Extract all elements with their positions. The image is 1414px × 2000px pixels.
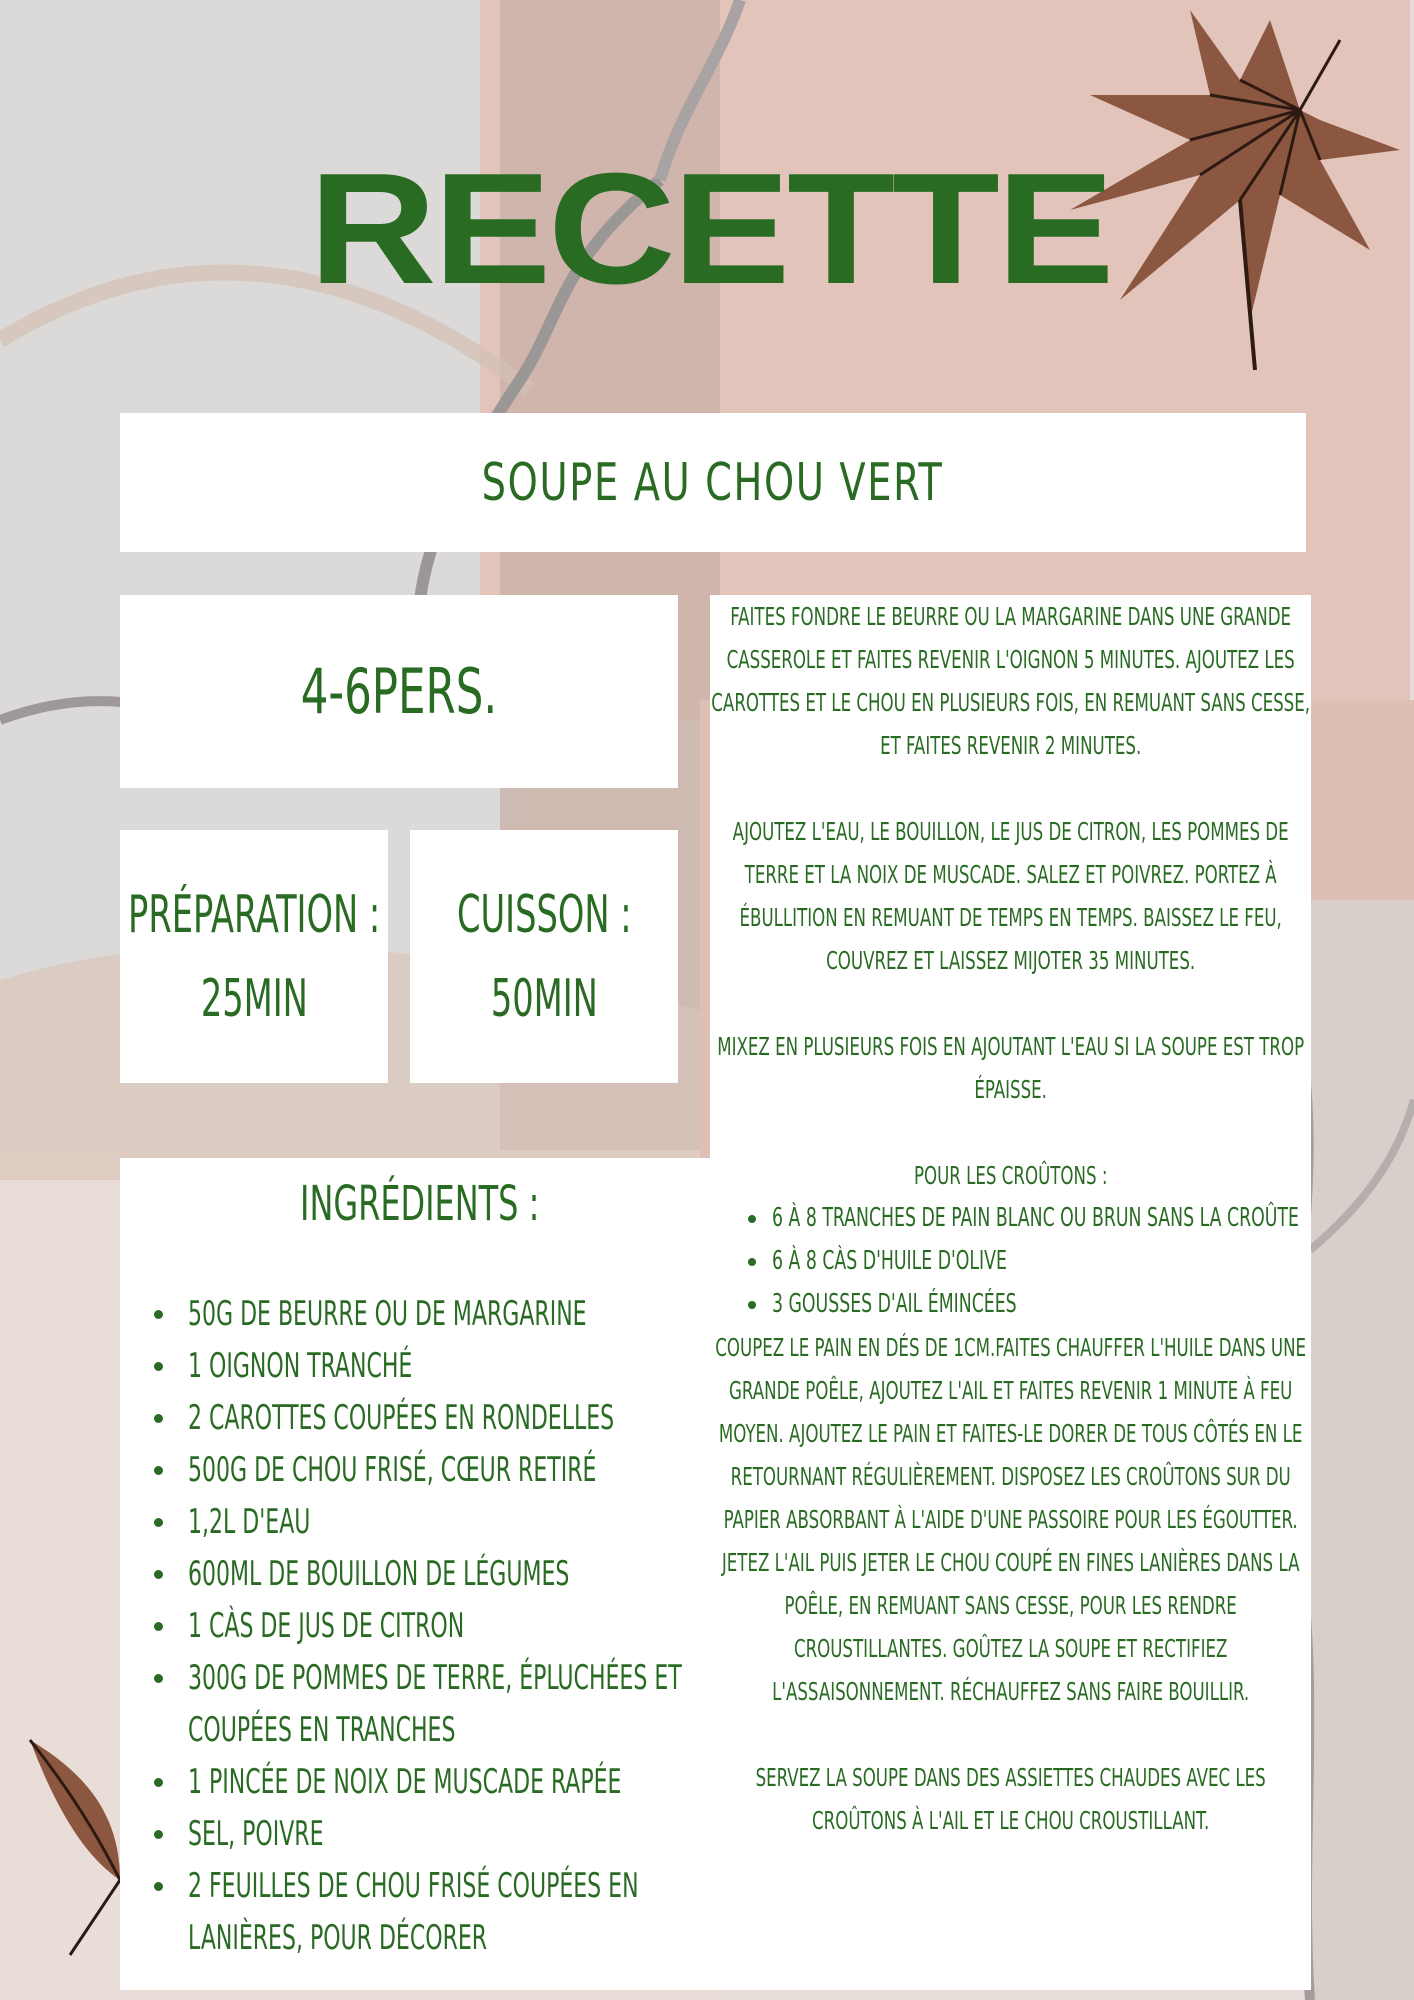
preparation-value: 25MIN bbox=[200, 968, 308, 1029]
list-item: 2 FEUILLES DE CHOU FRISÉ COUPÉES EN LANIÈRES, POUR DÉCORER bbox=[142, 1860, 722, 1964]
preparation-label: PRÉPARATION : bbox=[127, 884, 381, 945]
cooking-card bbox=[410, 830, 678, 1083]
recipe-name-card bbox=[120, 413, 1306, 552]
list-item: 1,2L D'EAU bbox=[142, 1496, 722, 1548]
list-item: 1 PINCÉE DE NOIX DE MUSCADE RAPÉE bbox=[142, 1756, 722, 1808]
instructions-card bbox=[710, 595, 1311, 1990]
croutons-heading: POUR LES CROÛTONS : bbox=[913, 1161, 1108, 1190]
list-item: SEL, POIVRE bbox=[142, 1808, 722, 1860]
ingredients-heading bbox=[120, 1176, 720, 1232]
list-item: 6 À 8 CÀS D'HUILE D'OLIVE bbox=[738, 1240, 1311, 1283]
instruction-paragraph: COUPEZ LE PAIN EN DÉS DE 1CM.FAITES CHAUFFER L'HUILE DANS UNE GRANDE POÊLE, AJOUTEZ L'AIL ET FAITES REVENIR 1 MINUTE À FEU MOYEN. AJOUTEZ LE PAIN ET FAITES-LE DORER DE TOUS CÔTÉS EN LE RETOURNANT RÉGULIÈREMENT. DISPOSEZ LES CROÛTONS SUR DU PAPIER ABSORBANT À L'AIDE D'UNE PASSOIRE POUR LES ÉGOUTTER. JETEZ L'AIL PUIS JETER LE CHOU COUPÉ EN FINES LANIÈRES DANS LA POÊLE, EN REMUANT SANS CESSE, POUR LES RENDRE CROUSTILLANTES. GOÛTEZ LA SOUPE ET RECTIFIEZ L'ASSAISONNEMENT. RÉCHAUFFEZ SANS FAIRE BOUILLIR. bbox=[715, 1333, 1306, 1706]
list-item: 6 À 8 TRANCHES DE PAIN BLANC OU BRUN SANS LA CROÛTE bbox=[738, 1197, 1311, 1240]
list-item: 300G DE POMMES DE TERRE, ÉPLUCHÉES ET COUPÉES EN TRANCHES bbox=[142, 1652, 722, 1756]
leaf-icon bbox=[20, 1730, 130, 1960]
list-item: 600ML DE BOUILLON DE LÉGUMES bbox=[142, 1548, 722, 1600]
croutons-list bbox=[710, 1197, 1311, 1326]
list-item: 500G DE CHOU FRISÉ, CŒUR RETIRÉ bbox=[142, 1444, 722, 1496]
list-item: 50G DE BEURRE OU DE MARGARINE bbox=[142, 1288, 722, 1340]
cooking-value: 50MIN bbox=[490, 968, 598, 1029]
preparation-card bbox=[120, 830, 388, 1083]
list-item: 1 CÀS DE JUS DE CITRON bbox=[142, 1600, 722, 1652]
ingredients-card bbox=[120, 1158, 710, 1990]
page-title: RECETTE bbox=[308, 141, 1112, 317]
servings-card bbox=[120, 595, 678, 788]
instruction-paragraph: SERVEZ LA SOUPE DANS DES ASSIETTES CHAUDES AVEC LES CROÛTONS À L'AIL ET LE CHOU CROUSTILLANT. bbox=[755, 1763, 1266, 1835]
cooking-label: CUISSON : bbox=[456, 884, 632, 945]
list-item: 3 GOUSSES D'AIL ÉMINCÉES bbox=[738, 1283, 1311, 1326]
ingredients-list bbox=[142, 1288, 722, 1964]
list-item: 1 OIGNON TRANCHÉ bbox=[142, 1340, 722, 1392]
instruction-paragraph: AJOUTEZ L'EAU, LE BOUILLON, LE JUS DE CITRON, LES POMMES DE TERRE ET LA NOIX DE MUSCADE. SALEZ ET POIVREZ. PORTEZ À ÉBULLITION EN REMUANT DE TEMPS EN TEMPS. BAISSEZ LE FEU, COUVREZ ET LAISSEZ MIJOTER 35 MINUTES. bbox=[732, 817, 1289, 975]
recipe-name: SOUPE AU CHOU VERT bbox=[482, 452, 944, 513]
ingredients-heading-text: INGRÉDIENTS : bbox=[300, 1176, 540, 1232]
instruction-paragraph: FAITES FONDRE LE BEURRE OU LA MARGARINE DANS UNE GRANDE CASSEROLE ET FAITES REVENIR L'OIGNON 5 MINUTES. AJOUTEZ LES CAROTTES ET LE CHOU EN PLUSIEURS FOIS, EN REMUANT SANS CESSE, ET FAITES REVENIR 2 MINUTES. bbox=[711, 602, 1310, 760]
list-item: 2 CAROTTES COUPÉES EN RONDELLES bbox=[142, 1392, 722, 1444]
servings-value: 4-6PERS. bbox=[300, 655, 498, 728]
instruction-paragraph: MIXEZ EN PLUSIEURS FOIS EN AJOUTANT L'EAU SI LA SOUPE EST TROP ÉPAISSE. bbox=[717, 1032, 1304, 1104]
